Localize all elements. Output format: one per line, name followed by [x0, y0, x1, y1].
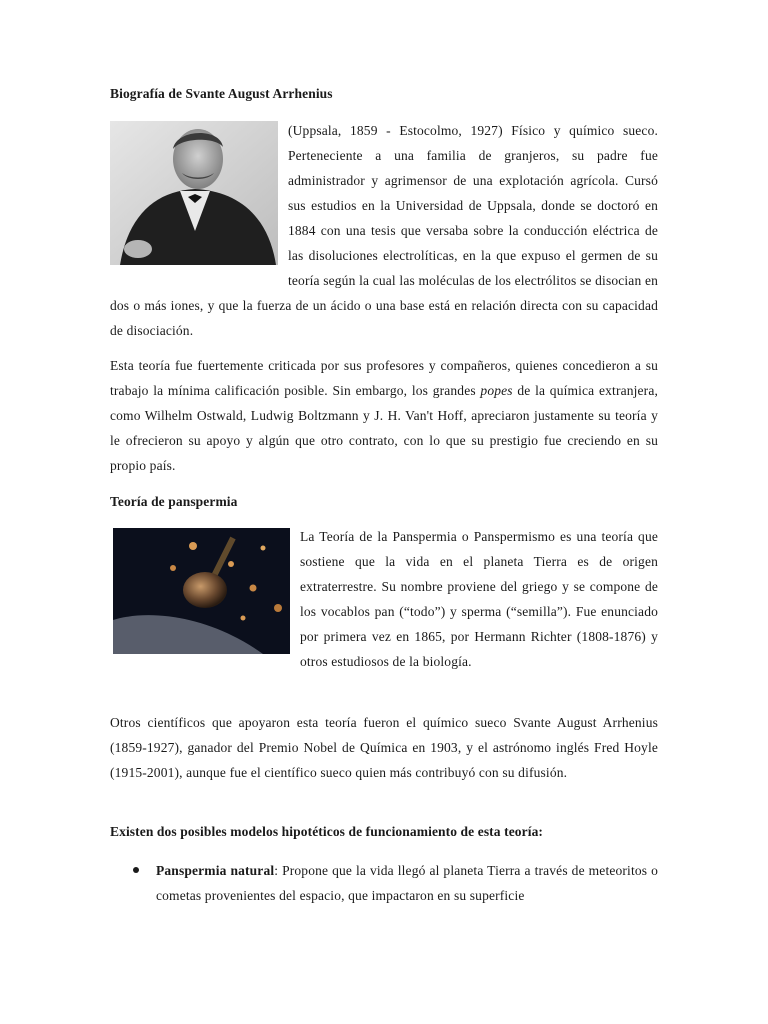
- section-heading-models: Existen dos posibles modelos hipotéticos de funcionamiento de esta teoría:: [110, 824, 544, 839]
- list-item: [110, 858, 658, 908]
- section-heading-panspermia: Teoría de panspermia: [110, 494, 238, 509]
- paragraph-panspermia-text: La Teoría de la Panspermia o Panspermismo es una teoría que sostiene que la vida en el planeta Tierra es de origen extraterrestre. Su nombre proviene del griego y se compone de los vocablos pan (“todo”) y sperma (“semilla”). Fue enunciado por primera vez en 1865, por Hermann Richter (1808-1876) y otros estudiosos de la biología.: [300, 529, 658, 669]
- bullet-icon: [133, 867, 139, 873]
- paragraph-biography-text: (Uppsala, 1859 - Estocolmo, 1927) Físico y químico sueco. Perteneciente a una familia de granjeros, su padre fue administrador y agrimensor de una explotación agrícola. Cursó sus estudios en la Universidad de Uppsala, donde se doctoró en 1884 con una tesis que versaba sobre la conducción eléctrica de las disoluciones electrolíticas, en la que expuso el germen de su teoría según la cual las moléculas de los electrólitos se disocian en dos o más iones, y que la fuerza de un ácido o una base está en relación directa con su capacidad de disociación.: [110, 123, 658, 338]
- document-title: Biografía de Svante August Arrhenius: [110, 86, 333, 101]
- paragraph-criticism: [110, 353, 658, 478]
- paragraph-supporters: Otros científicos que apoyaron esta teoría fueron el químico sueco Svante August Arrhenius (1859-1927), ganador del Premio Nobel de Química en 1903, y el astrónomo inglés Fred Hoyle (1915-2001), aunque fue el científico sueco quien más contribuyó con su difusión.: [110, 715, 658, 780]
- paragraph-biography: [110, 118, 658, 343]
- list-item-text: : Propone que la vida llegó al planeta Tierra a través de meteoritos o cometas provenientes del espacio, que impactaron en su superficie: [156, 863, 658, 903]
- list-item-term: Panspermia natural: [156, 863, 275, 878]
- models-list: [110, 858, 658, 908]
- paragraph-criticism-emphasis: popes: [480, 383, 513, 398]
- paragraph-panspermia: [110, 524, 658, 674]
- paragraph-criticism-text-a: Esta teoría fue fuertemente criticada por sus profesores y compañeros, quienes concedieron a su trabajo la mínima calificación posible. Sin embargo, los grandes: [110, 358, 658, 398]
- paragraph-criticism-text-b: de la química extranjera, como Wilhelm Ostwald, Ludwig Boltzmann y J. H. Van't Hoff, apreciaron justamente su teoría y le ofrecieron su apoyo y algún que otro contrato, con lo que su prestigio fue creciendo en su propio país.: [110, 383, 658, 473]
